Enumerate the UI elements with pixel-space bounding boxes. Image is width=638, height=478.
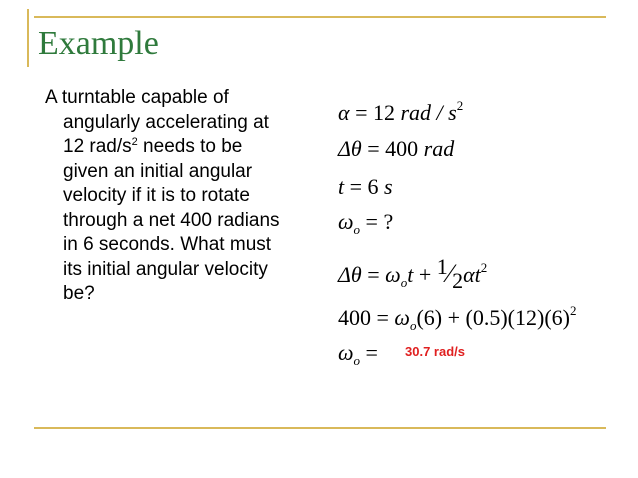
omega-unknown-value: = ? [360,209,394,234]
kinematic-plus: + [413,262,437,287]
problem-line [45,135,325,160]
answer-equals: = [360,340,378,365]
problem-line: in 6 seconds. What must [63,234,272,255]
fraction-denominator: 2 [452,268,464,293]
delta-theta-unit: rad [423,136,455,161]
kinematic-exponent: 2 [480,260,488,275]
substitution-rest: (6) + (0.5)(12)(6) [416,305,570,330]
problem-line: A turntable capable of [45,87,229,108]
alpha-unit: rad / s [400,100,457,125]
problem-line: be? [63,283,95,304]
delta-theta-symbol: Δθ [338,136,362,161]
substitution-omega-subscript: o [409,318,417,333]
slide-title: Example [38,25,159,62]
equation-kinematic [338,255,487,296]
kinematic-equals: = [361,262,386,287]
substitution-lhs: 400 = [338,305,395,330]
top-rule [34,16,606,18]
delta-theta-value: = 400 [361,136,424,161]
equation-answer [338,340,378,374]
problem-line: its initial angular velocity [63,258,268,280]
left-rule [27,9,29,67]
answer-omega-subscript: o [353,353,361,368]
problem-text-fragment: needs to be [137,136,243,157]
equation-time [338,174,393,200]
equation-alpha [338,93,463,126]
problem-line: through a net 400 radians [63,209,280,231]
problem-line: given an initial angular [63,160,253,182]
problem-line: angularly accelerating at [63,111,269,133]
kinematic-omega: ω [385,262,401,287]
equation-substitution [338,298,577,339]
equation-delta-theta [338,136,454,162]
bottom-rule [34,427,606,429]
kinematic-t: t [407,262,414,287]
alpha-unit-exponent: 2 [456,98,464,113]
time-symbol: t [338,174,345,199]
alpha-symbol: α [338,100,350,125]
alpha-value: = 12 [349,100,401,125]
substitution-omega: ω [394,305,410,330]
kinematic-omega-subscript: o [400,275,408,290]
problem-unit: 12 rad/s [63,136,132,157]
kinematic-alpha-t: αt [463,262,481,287]
answer-value: 30.7 rad/s [405,344,465,359]
omega-symbol: ω [338,209,354,234]
time-unit: s [384,174,393,199]
omega-subscript: o [353,222,361,237]
problem-text [45,86,325,307]
answer-omega: ω [338,340,354,365]
substitution-exponent: 2 [570,303,577,318]
equation-omega-unknown [338,209,393,243]
problem-line: velocity if it is to rotate [63,185,250,206]
time-value: = 6 [344,174,385,199]
problem-unit-exponent: 2 [131,136,138,148]
fraction-slash: ⁄ [447,259,453,288]
kinematic-lhs: Δθ [338,262,362,287]
fraction-numerator: 1 [436,254,448,279]
